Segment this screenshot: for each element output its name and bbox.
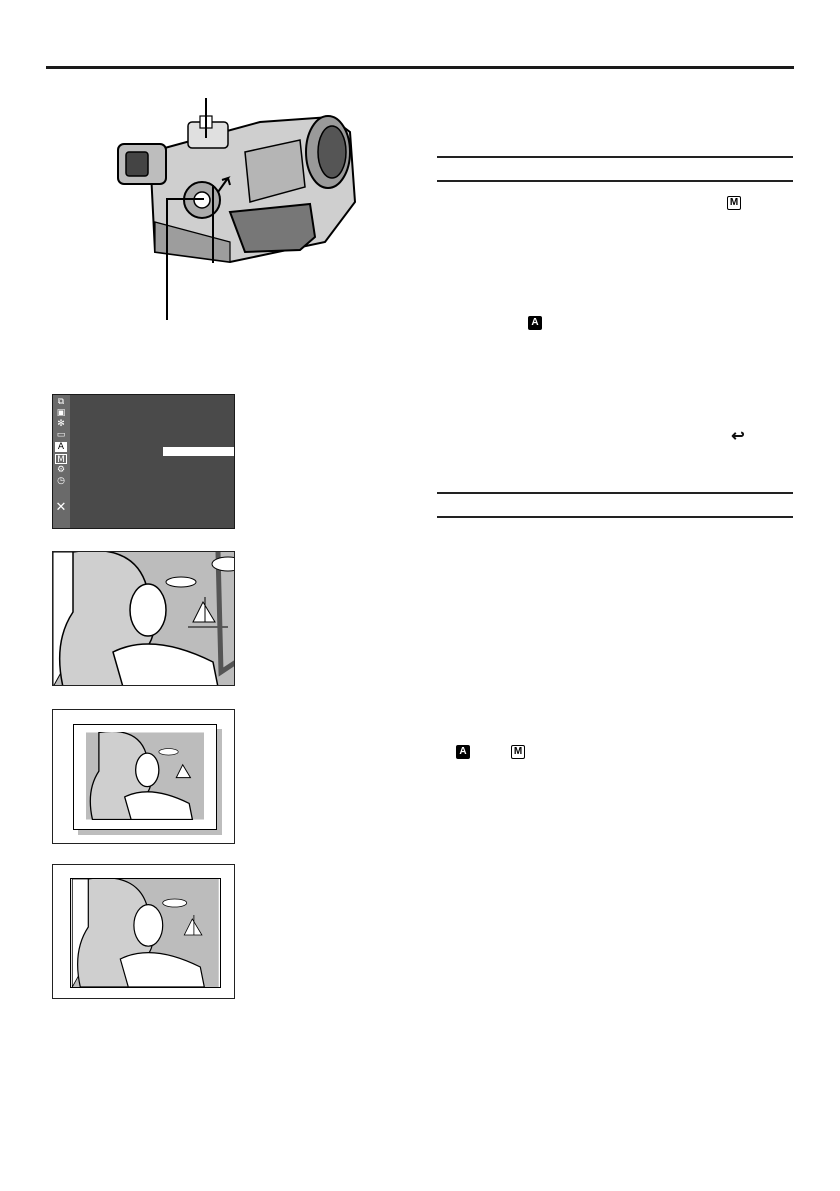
remote-icon: ⚙ (56, 465, 66, 475)
leader-line-dial (212, 185, 214, 263)
leader-line-top (205, 98, 207, 138)
section-rule-3 (437, 492, 793, 494)
auto-mode-icon-2: A (456, 745, 470, 759)
wipe-icon: ⧉ (57, 397, 65, 407)
auto-mode-icon: A (528, 316, 542, 330)
scene-wide-panel (52, 864, 235, 999)
manual-mode-icon: M (727, 196, 741, 210)
manual-mode-icon-2: M (511, 745, 525, 759)
effect-icon: ✻ (57, 419, 65, 429)
menu-highlight-bar (163, 447, 234, 456)
camcorder-illustration (110, 92, 360, 332)
auto-menu-icon: A (55, 442, 67, 452)
section-rule-1 (437, 156, 793, 158)
display-icon: ▭ (56, 430, 66, 440)
menu-screen (52, 394, 235, 529)
return-icon: ↩ (731, 428, 745, 445)
scene-wide-image (70, 878, 221, 988)
section-rule-2 (437, 180, 793, 182)
leader-line-button-horizontal (166, 198, 204, 200)
section-rule-4 (437, 516, 793, 518)
close-icon: ✕ (55, 500, 67, 515)
clock-icon: ◷ (57, 476, 65, 486)
manual-menu-icon: M (55, 454, 67, 464)
page-header-rule (46, 66, 794, 69)
camera-icon: ▣ (56, 408, 66, 418)
scene-framed-image (86, 732, 204, 820)
scene-normal-image (53, 552, 235, 686)
leader-line-button (166, 198, 168, 320)
scene-normal-panel (52, 551, 235, 686)
scene-framed-panel (52, 709, 235, 844)
